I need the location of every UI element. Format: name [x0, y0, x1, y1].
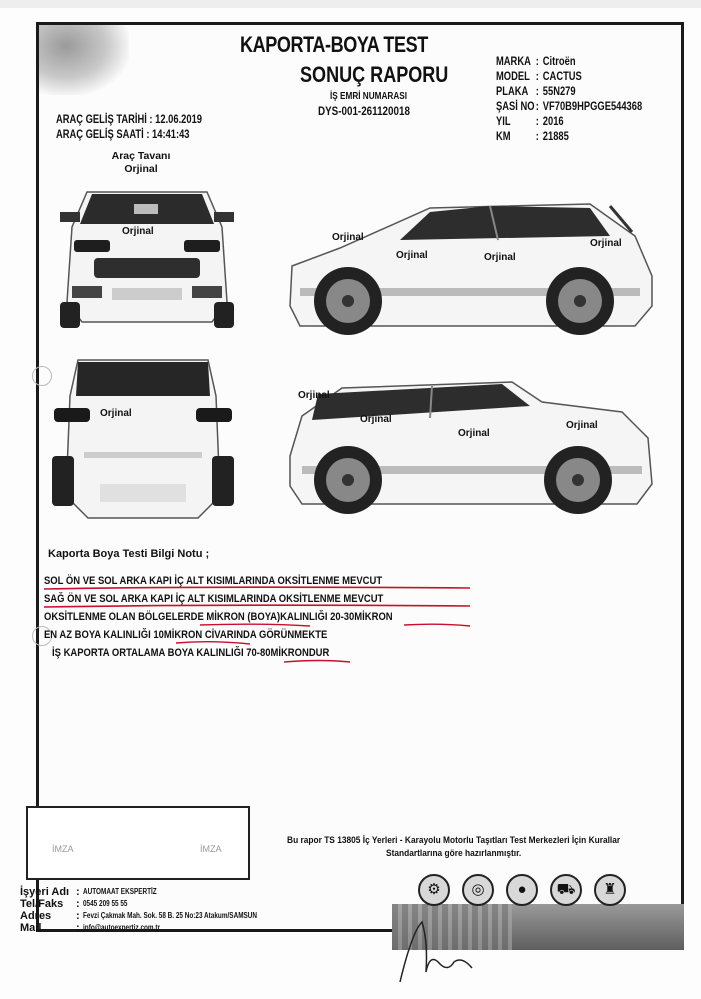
- note-line: EN AZ BOYA KALINLIĞI 10MİKRON CİVARINDA GÖRÜNMEKTE: [44, 629, 328, 641]
- arrival-time: ARAÇ GELİŞ SAATİ : 14:41:43: [56, 127, 190, 141]
- brake-icon: ●: [506, 874, 538, 906]
- vehicle-row: MARKA : Citroën: [496, 54, 576, 68]
- signature-box: [26, 806, 250, 880]
- arrival-date-label: ARAÇ GELİŞ TARİHİ: [56, 112, 147, 126]
- company-info: [20, 886, 300, 934]
- vehicle-row: PLAKA : 55N279: [496, 84, 576, 98]
- arrival-date: ARAÇ GELİŞ TARİHİ : 12.06.2019: [56, 112, 203, 126]
- underline-mark: [44, 605, 470, 607]
- company-row: Mail : info@autoexpertiz.com.tr: [20, 922, 160, 934]
- vehicle-row: KM : 21885: [496, 129, 569, 143]
- side-original-label: Orjinal: [484, 252, 516, 263]
- arrival-time-label: ARAÇ GELİŞ SAATİ: [56, 127, 144, 141]
- vehicle-row: YIL : 2016: [496, 114, 564, 128]
- arrival-time-value: 14:41:43: [152, 127, 190, 141]
- side-original-label: Orjinal: [396, 250, 428, 261]
- side-original-label: Orjinal: [590, 238, 622, 249]
- engine-icon: ⚙: [418, 874, 450, 906]
- handwritten-signature: [392, 912, 482, 992]
- standards-note: Bu rapor TS 13805 İç Yerleri - Karayolu Motorlu Taşıtları Test Merkezleri İçin Kurallar Standartlarına göre hazırlanmıştır.: [287, 835, 621, 859]
- report-title: KAPORTA-BOYA TEST: [240, 32, 428, 57]
- side-original-label: Orjinal: [332, 232, 364, 243]
- note-line: SOL ÖN VE SOL ARKA KAPI İÇ ALT KISIMLARINDA OKSİTLENME MEVCUT: [44, 575, 383, 587]
- notes-title: Kaporta Boya Testi Bilgi Notu ;: [48, 548, 210, 560]
- service-icons: [418, 874, 626, 906]
- note-line: SAĞ ÖN VE SOL ARKA KAPI İÇ ALT KISIMLARINDA OKSİTLENME MEVCUT: [44, 593, 384, 605]
- side2-original-label: Orjinal: [566, 420, 598, 431]
- note-line: OKSİTLENME OLAN BÖLGELERDE MİKRON (BOYA)KALINLIĞI 20-30MİKRON: [44, 611, 393, 623]
- company-row: Adres : Fevzi Çakmak Mah. Sok. 58 B. 25 No:23 Atakum/SAMSUN: [20, 910, 257, 922]
- vehicle-row: ŞASİ NO : VF70B9HPGGE544368: [496, 99, 643, 113]
- wheel-icon: ◎: [462, 874, 494, 906]
- underline-mark: [200, 624, 310, 626]
- underline-mark: [404, 624, 470, 626]
- signature-right: İMZA: [200, 844, 222, 854]
- work-order-number: DYS-001-261120018: [318, 104, 410, 118]
- front-original-label: Orjinal: [122, 226, 154, 237]
- work-order-label: İŞ EMRİ NUMARASI: [330, 91, 408, 102]
- company-row: Tel/Faks : 0545 209 55 55: [20, 898, 128, 910]
- company-row: İşyeri Adı : AUTOMAAT EKSPERTİZ: [20, 886, 157, 898]
- underline-mark: [176, 642, 250, 644]
- underline-mark: [284, 661, 350, 663]
- gear-shift-icon: ♜: [594, 874, 626, 906]
- report-subtitle: SONUÇ RAPORU: [300, 62, 449, 87]
- underline-mark: [44, 587, 470, 589]
- vehicle-row: MODEL : CACTUS: [496, 69, 582, 83]
- side2-original-label: Orjinal: [458, 428, 490, 439]
- side2-original-label: Orjinal: [360, 414, 392, 425]
- roof-label: Araç Tavanı Orjinal: [111, 150, 171, 175]
- rear-original-label: Orjinal: [100, 408, 132, 419]
- side2-original-label: Orjinal: [298, 390, 330, 401]
- arrival-date-value: 12.06.2019: [155, 112, 203, 126]
- note-line: İŞ KAPORTA ORTALAMA BOYA KALINLIĞI 70-80MİKRONDUR: [52, 647, 330, 659]
- car-body-icon: ⛟: [550, 874, 582, 906]
- signature-left: İMZA: [52, 844, 74, 854]
